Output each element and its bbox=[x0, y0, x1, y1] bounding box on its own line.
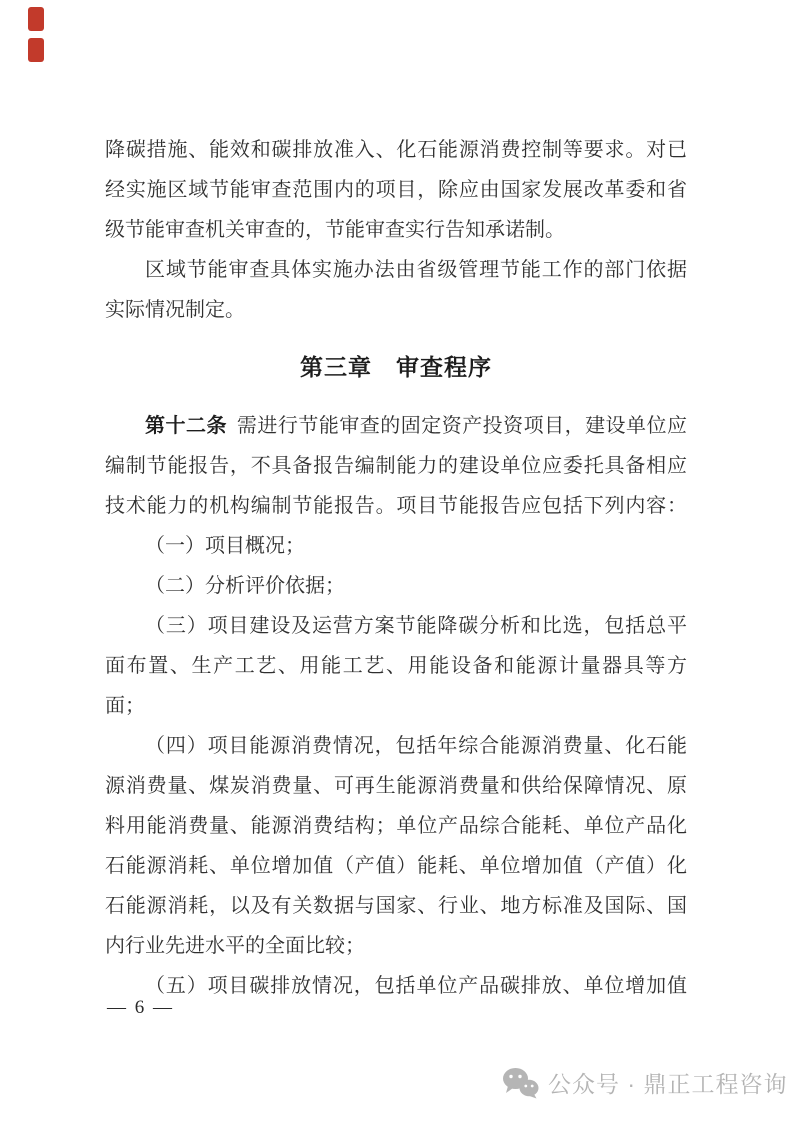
text-line: （四）项目能源消费情况，包括年综合能源消费量、化石能 bbox=[145, 735, 687, 757]
text-line: 降碳措施、能效和碳排放准入、化石能源消费控制等要求。对已 bbox=[105, 139, 687, 161]
text-line: （一）项目概况； bbox=[145, 535, 305, 557]
document-body bbox=[105, 130, 687, 1006]
article-number: 第十二条 bbox=[145, 415, 227, 437]
text-line: 料用能消费量、能源消费结构；单位产品综合能耗、单位产品化 bbox=[105, 815, 687, 837]
footer-watermark bbox=[502, 1066, 787, 1099]
footer-text: 公众号 · 鼎正工程咨询 bbox=[548, 1071, 788, 1097]
text-line: 经实施区域节能审查范围内的项目，除应由国家发展改革委和省 bbox=[105, 179, 687, 201]
text-line: 实际情况制定。 bbox=[105, 299, 245, 321]
text-line: 源消费量、煤炭消费量、可再生能源消费量和供给保障情况、原 bbox=[105, 775, 687, 797]
text-line: 技术能力的机构编制节能报告。项目节能报告应包括下列内容： bbox=[105, 495, 687, 517]
text-line: 面布置、生产工艺、用能工艺、用能设备和能源计量器具等方 bbox=[105, 655, 687, 677]
chapter-heading: 第三章 审查程序 bbox=[300, 355, 492, 380]
text-line: 内行业先进水平的全面比较； bbox=[105, 935, 365, 957]
red-corner-mark bbox=[28, 38, 44, 62]
text-line: 区域节能审查具体实施办法由省级管理节能工作的部门依据 bbox=[145, 259, 687, 281]
text-line: 石能源消耗，以及有关数据与国家、行业、地方标准及国际、国 bbox=[105, 895, 687, 917]
page-number: — 6 — bbox=[107, 997, 174, 1018]
text-line: 石能源消耗、单位增加值（产值）能耗、单位增加值（产值）化 bbox=[105, 855, 687, 877]
text-line: （五）项目碳排放情况，包括单位产品碳排放、单位增加值 bbox=[145, 975, 687, 997]
red-corner-mark bbox=[28, 7, 44, 31]
text-line: 第十二条 需进行节能审查的固定资产投资项目，建设单位应 bbox=[145, 415, 687, 437]
text-line: 面； bbox=[105, 695, 145, 717]
text-line: （二）分析评价依据； bbox=[145, 575, 345, 597]
text-line: 级节能审查机关审查的，节能审查实行告知承诺制。 bbox=[105, 219, 565, 241]
text-line: （三）项目建设及运营方案节能降碳分析和比选，包括总平 bbox=[145, 615, 687, 637]
wechat-icon bbox=[502, 1067, 540, 1099]
text-line: 编制节能报告，不具备报告编制能力的建设单位应委托具备相应 bbox=[105, 455, 687, 477]
